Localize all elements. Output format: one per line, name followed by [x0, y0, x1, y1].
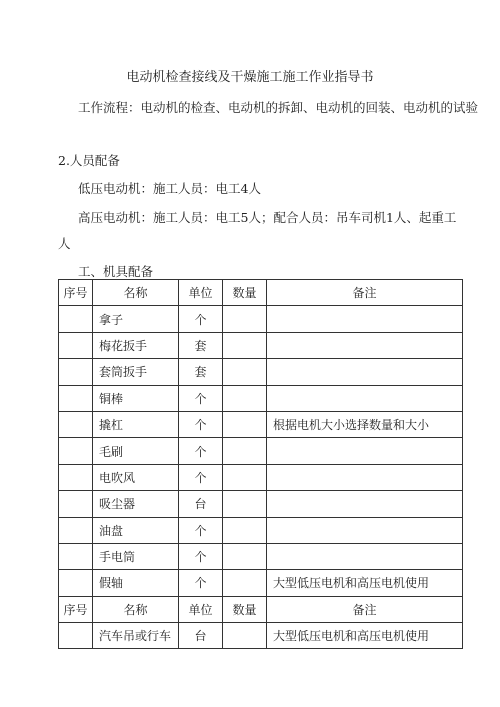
table-cell-no	[59, 543, 93, 569]
tools-table	[58, 279, 463, 649]
table-cell-no	[59, 385, 93, 411]
table-cell-qty	[223, 411, 267, 437]
table-cell-unit: 个	[179, 306, 223, 332]
table-cell-name: 吸尘器	[93, 491, 179, 517]
table-cell-note	[267, 491, 463, 517]
table-cell-qty	[223, 491, 267, 517]
high-voltage-staff-text: 高压电动机：施工人员：电工5人；配合人员：吊车司机1人、起重工	[78, 210, 457, 225]
table-cell-name: 油盘	[93, 517, 179, 543]
table-cell-name: 假轴	[93, 570, 179, 596]
table-cell-qty	[223, 570, 267, 596]
table-cell-note	[267, 385, 463, 411]
table-cell-unit: 套	[179, 359, 223, 385]
table-cell-qty	[223, 359, 267, 385]
table-cell-unit: 个	[179, 464, 223, 490]
table-cell-qty	[223, 543, 267, 569]
table-cell-note	[267, 517, 463, 543]
table-cell-name: 手电筒	[93, 543, 179, 569]
table-cell-note	[267, 332, 463, 358]
low-voltage-staff-text: 低压电动机：施工人员：电工4人	[78, 181, 261, 196]
table-cell-unit: 个	[179, 385, 223, 411]
table-cell-qty	[223, 332, 267, 358]
table-cell-unit: 个	[179, 517, 223, 543]
table-cell-qty	[223, 306, 267, 332]
table-cell-no	[59, 359, 93, 385]
table-header-cell: 序号	[59, 280, 93, 306]
table-cell-no	[59, 623, 93, 649]
table-cell-note: 大型低压电机和高压电机使用	[267, 623, 463, 649]
table-row	[59, 411, 463, 437]
table-row	[59, 570, 463, 596]
table-cell-name: 铜棒	[93, 385, 179, 411]
table-cell-no	[59, 306, 93, 332]
table-cell-no	[59, 438, 93, 464]
table-cell-note	[267, 464, 463, 490]
table-row	[59, 623, 463, 649]
table-cell-note	[267, 306, 463, 332]
table-cell-qty	[223, 623, 267, 649]
table-row	[59, 332, 463, 358]
table-row	[59, 464, 463, 490]
table-header-cell: 备注	[267, 280, 463, 306]
table-cell-unit: 套	[179, 332, 223, 358]
document-title: 电动机检查接线及干燥施工施工作业指导书	[126, 70, 374, 85]
table-header-cell: 数量	[223, 596, 267, 622]
table-cell-no	[59, 570, 93, 596]
table-cell-no	[59, 411, 93, 437]
table-cell-no	[59, 491, 93, 517]
table-header-cell: 数量	[223, 280, 267, 306]
table-row	[59, 543, 463, 569]
table-cell-note	[267, 438, 463, 464]
table-cell-name: 撬杠	[93, 411, 179, 437]
table-cell-unit: 个	[179, 543, 223, 569]
table-row	[59, 517, 463, 543]
table-cell-note	[267, 543, 463, 569]
table-cell-qty	[223, 438, 267, 464]
table-header-cell: 名称	[93, 280, 179, 306]
table-header-cell: 单位	[179, 280, 223, 306]
table-header-row	[59, 280, 463, 306]
table-header-row	[59, 596, 463, 622]
table-cell-unit: 个	[179, 411, 223, 437]
table-row	[59, 385, 463, 411]
table-cell-qty	[223, 385, 267, 411]
table-header-cell: 备注	[267, 596, 463, 622]
table-cell-note: 大型低压电机和高压电机使用	[267, 570, 463, 596]
table-header-cell: 序号	[59, 596, 93, 622]
table-cell-name: 拿子	[93, 306, 179, 332]
table-cell-name: 毛刷	[93, 438, 179, 464]
table-cell-unit: 台	[179, 491, 223, 517]
table-cell-name: 梅花扳手	[93, 332, 179, 358]
table-cell-name: 汽车吊或行车	[93, 623, 179, 649]
table-header-cell: 名称	[93, 596, 179, 622]
table-row	[59, 306, 463, 332]
table-cell-note	[267, 359, 463, 385]
table-cell-no	[59, 332, 93, 358]
table-cell-unit: 台	[179, 623, 223, 649]
table-cell-qty	[223, 517, 267, 543]
table-cell-qty	[223, 464, 267, 490]
table-cell-unit: 个	[179, 438, 223, 464]
table-cell-note: 根据电机大小选择数量和大小	[267, 411, 463, 437]
high-voltage-staff-text-cont: 人	[58, 236, 71, 251]
table-header-cell: 单位	[179, 596, 223, 622]
table-cell-name: 电吹风	[93, 464, 179, 490]
table-cell-no	[59, 517, 93, 543]
table-cell-unit: 个	[179, 570, 223, 596]
table-cell-name: 套筒扳手	[93, 359, 179, 385]
workflow-text: 工作流程：电动机的检查、电动机的拆卸、电动机的回装、电动机的试验	[78, 100, 479, 115]
table-cell-no	[59, 464, 93, 490]
section-heading-staffing: 2.人员配备	[58, 153, 120, 168]
section-heading-tools: 工、机具配备	[78, 264, 154, 279]
table-row	[59, 491, 463, 517]
table-row	[59, 359, 463, 385]
table-row	[59, 438, 463, 464]
